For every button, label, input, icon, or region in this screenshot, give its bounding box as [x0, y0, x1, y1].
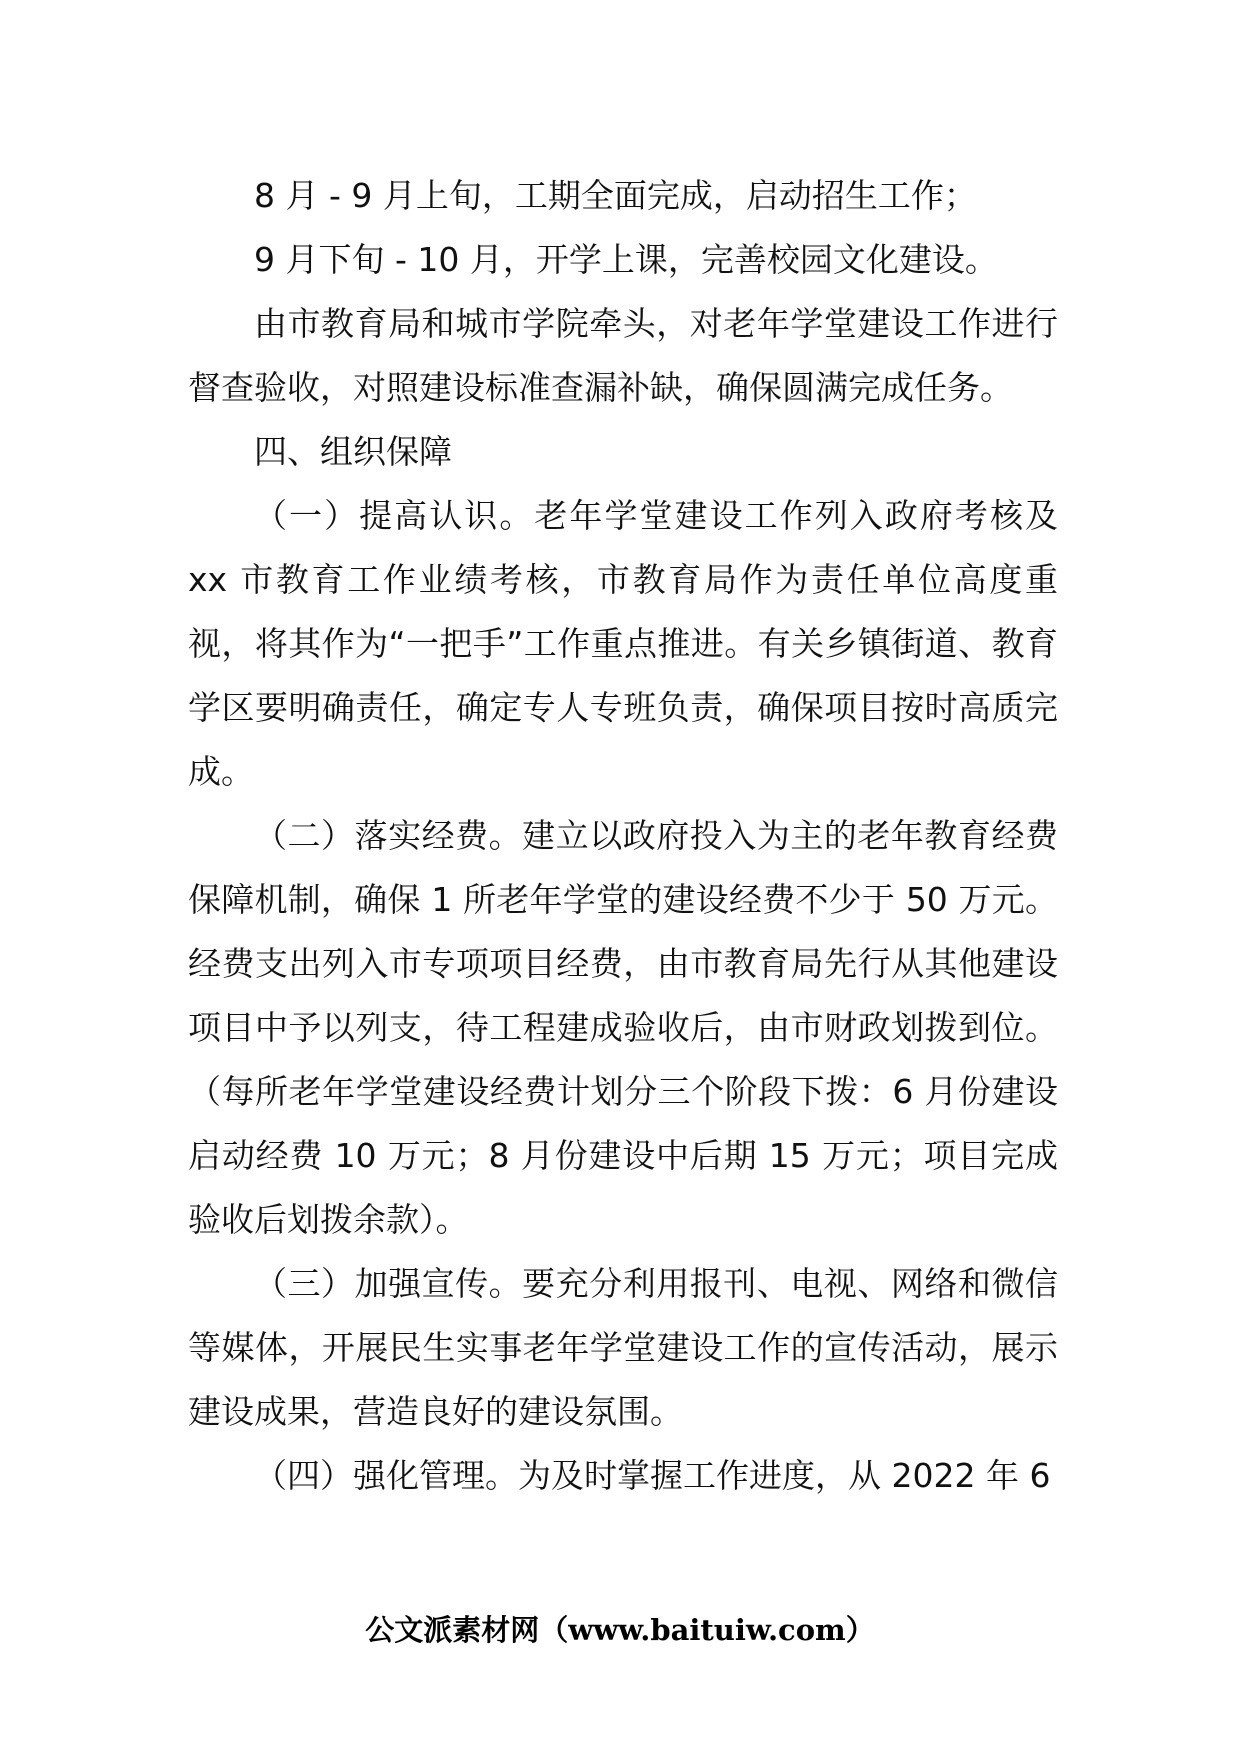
paragraph-awareness: （一）提高认识。老年学堂建设工作列入政府考核及 xx 市教育工作业绩考核，市教育局作为责任单位高度重视，将其作为“一把手”工作重点推进。有关乡镇街道、教育学区要明确责任，确定专人专班负责，确保项目按时高质完成。: [188, 496, 1058, 791]
paragraph-funding: （二）落实经费。建立以政府投入为主的老年教育经费保障机制，确保 1 所老年学堂的建设经费不少于 50 万元。经费支出列入市专项项目经费，由市教育局先行从其他建设项目中予以列支，待工程建成验收后，由市财政划拨到位。（每所老年学堂建设经费计划分三个阶段下拨：6 月份建设启动经费 10 万元；8 月份建设中后期 15 万元；项目完成验收后划拨余款）。: [188, 816, 1058, 1239]
section-heading-organization: 四、组织保障: [254, 432, 452, 471]
paragraph-publicity: （三）加强宣传。要充分利用报刊、电视、网络和微信等媒体，开展民生实事老年学堂建设工作的宣传活动，展示建设成果，营造良好的建设氛围。: [188, 1264, 1058, 1431]
footer-watermark: 公文派素材网（www.baituiw.com）: [365, 1613, 875, 1647]
document-body: [188, 164, 1058, 1508]
schedule-line-aug-sep: 8 月 - 9 月上旬，工期全面完成，启动招生工作；: [254, 176, 977, 215]
paragraph-management: （四）强化管理。为及时掌握工作进度，从 2022 年 6: [254, 1456, 1051, 1495]
schedule-line-sep-oct: 9 月下旬 - 10 月，开学上课，完善校园文化建设。: [254, 240, 998, 279]
inspection-paragraph: 由市教育局和城市学院牵头，对老年学堂建设工作进行督查验收，对照建设标准查漏补缺，确保圆满完成任务。: [188, 304, 1058, 407]
